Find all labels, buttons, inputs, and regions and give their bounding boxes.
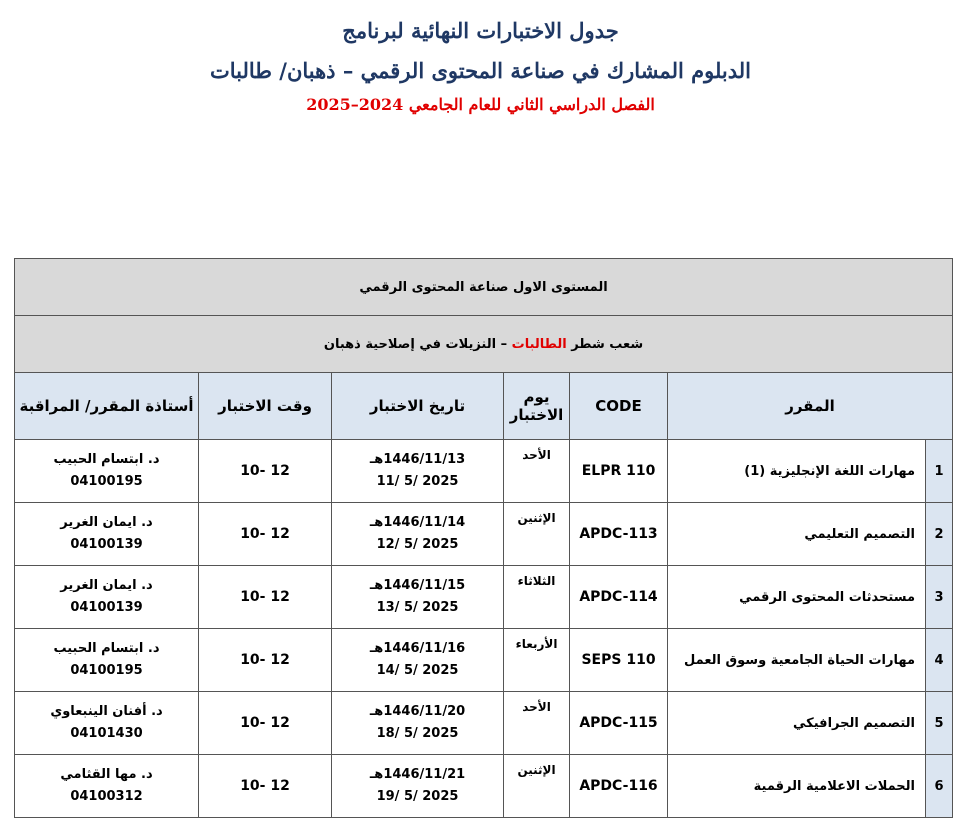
exam-time: 10- 12 (199, 692, 332, 755)
exam-day: الإثنين (504, 503, 570, 566)
title-line-2: الدبلوم المشارك في صناعة المحتوى الرقمي – ذهبان/ طالبات (209, 58, 752, 83)
exam-date (332, 629, 504, 692)
course-code: APDC-114 (570, 566, 668, 629)
teacher-id: 04100312 (70, 789, 143, 804)
exam-date (332, 692, 504, 755)
exam-date-hijri: 1446/11/15هـ (369, 578, 466, 593)
exam-date-hijri: 1446/11/16هـ (369, 641, 466, 656)
table-row (15, 503, 953, 566)
exam-date (332, 755, 504, 818)
exam-schedule-table (14, 258, 953, 818)
exam-date-gregorian: 2025 /5 /11 (376, 474, 459, 489)
course-code: SEPS 110 (570, 629, 668, 692)
exam-time: 10- 12 (199, 755, 332, 818)
teacher-cell (15, 440, 199, 503)
course-name: الحملات الاعلامية الرقمية (668, 755, 926, 818)
course-code: APDC-116 (570, 755, 668, 818)
exam-time: 10- 12 (199, 629, 332, 692)
header-teacher: أستاذة المقرر/ المراقبة (15, 373, 199, 440)
teacher-id: 04101430 (70, 726, 143, 741)
exam-day: الأحد (504, 692, 570, 755)
exam-day: الإثنين (504, 755, 570, 818)
exam-date (332, 566, 504, 629)
section-suffix: – النزيلات في إصلاحية ذهبان (323, 336, 508, 352)
exam-time: 10- 12 (199, 566, 332, 629)
title-line-1: جدول الاختبارات النهائية لبرنامج (342, 18, 619, 43)
exam-date-gregorian: 2025 /5 /18 (376, 726, 459, 741)
exam-date (332, 440, 504, 503)
row-number: 4 (926, 629, 953, 692)
exam-day: الأربعاء (504, 629, 570, 692)
exam-time: 10- 12 (199, 440, 332, 503)
table-row (15, 566, 953, 629)
teacher-id: 04100195 (70, 474, 143, 489)
teacher-cell (15, 692, 199, 755)
exam-time: 10- 12 (199, 503, 332, 566)
exam-date-hijri: 1446/11/21هـ (369, 767, 466, 782)
teacher-name: د. ايمان الغرير (60, 515, 153, 530)
exam-date-gregorian: 2025 /5 /12 (376, 537, 459, 552)
course-code: ELPR 110 (570, 440, 668, 503)
course-name: مهارات الحياة الجامعية وسوق العمل (668, 629, 926, 692)
exam-date-hijri: 1446/11/13هـ (369, 452, 466, 467)
row-number: 6 (926, 755, 953, 818)
teacher-name: د. ابتسام الحبيب (53, 641, 160, 656)
course-name: التصميم التعليمي (668, 503, 926, 566)
course-name: مهارات اللغة الإنجليزية (1) (668, 440, 926, 503)
row-number: 3 (926, 566, 953, 629)
row-number: 5 (926, 692, 953, 755)
semester-line: الفصل الدراسي الثاني للعام الجامعي 2024–2025 (306, 95, 655, 114)
exam-date-gregorian: 2025 /5 /19 (376, 789, 459, 804)
teacher-id: 04100139 (70, 537, 143, 552)
document-header (0, 14, 961, 118)
course-code: APDC-113 (570, 503, 668, 566)
section-prefix: شعب شطر (571, 336, 644, 352)
teacher-name: د. ابتسام الحبيب (53, 452, 160, 467)
exam-day: الثلاثاء (504, 566, 570, 629)
table-row (15, 629, 953, 692)
exam-date (332, 503, 504, 566)
teacher-cell (15, 629, 199, 692)
row-number: 1 (926, 440, 953, 503)
table-row (15, 692, 953, 755)
table-row (15, 440, 953, 503)
table-header-row (15, 373, 953, 440)
header-date: تاريخ الاختبار (332, 373, 504, 440)
section-title (15, 316, 953, 373)
section-highlight: الطالبات (511, 336, 567, 352)
teacher-cell (15, 755, 199, 818)
exam-day: الأحد (504, 440, 570, 503)
exam-date-gregorian: 2025 /5 /13 (376, 600, 459, 615)
teacher-name: د. مها القثامي (60, 767, 153, 782)
teacher-cell (15, 503, 199, 566)
teacher-id: 04100139 (70, 600, 143, 615)
teacher-name: د. أفنان الينبعاوي (50, 704, 163, 719)
teacher-cell (15, 566, 199, 629)
exam-date-hijri: 1446/11/14هـ (369, 515, 466, 530)
course-name: التصميم الجرافيكي (668, 692, 926, 755)
level-title: المستوى الاول صناعة المحتوى الرقمي (15, 259, 953, 316)
header-time: وقت الاختبار (199, 373, 332, 440)
header-day: يوم الاختبار (504, 373, 570, 440)
table-body (15, 440, 953, 818)
course-code: APDC-115 (570, 692, 668, 755)
teacher-name: د. ايمان الغرير (60, 578, 153, 593)
exam-date-hijri: 1446/11/20هـ (369, 704, 466, 719)
header-code: CODE (570, 373, 668, 440)
teacher-id: 04100195 (70, 663, 143, 678)
exam-date-gregorian: 2025 /5 /14 (376, 663, 459, 678)
header-course: المقرر (668, 373, 953, 440)
table-row (15, 755, 953, 818)
course-name: مستحدثات المحتوى الرقمي (668, 566, 926, 629)
row-number: 2 (926, 503, 953, 566)
